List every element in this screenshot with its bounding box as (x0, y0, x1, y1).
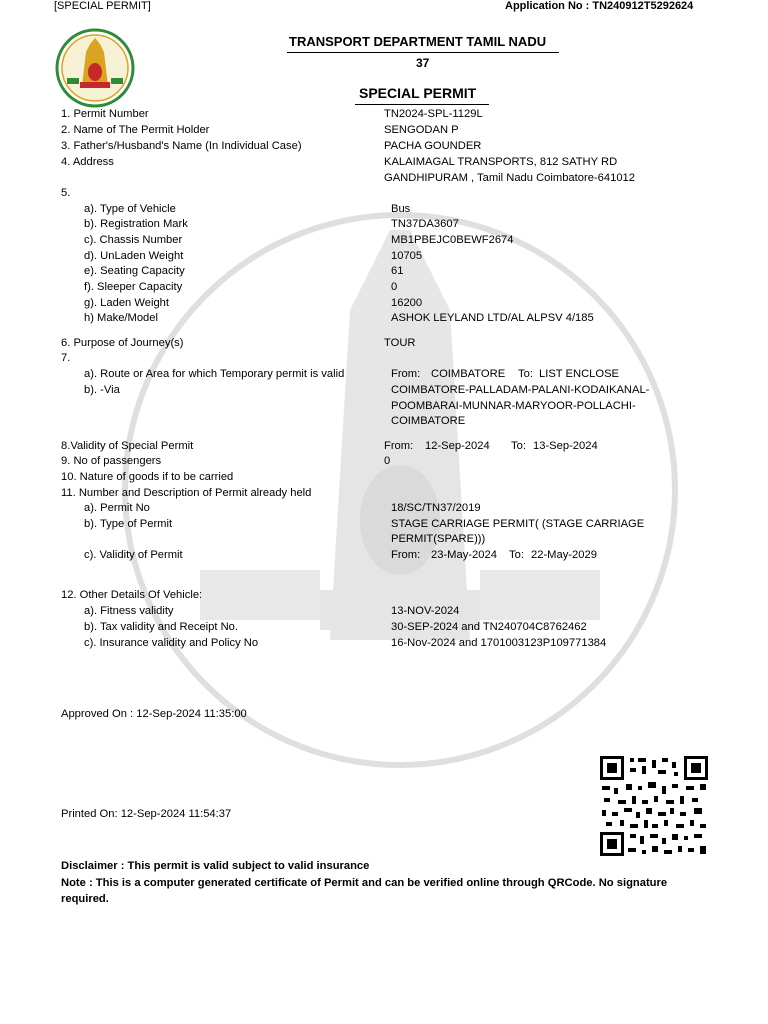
seating-capacity-label: e). Seating Capacity (84, 265, 185, 277)
permit-holder-label: 2. Name of The Permit Holder (61, 124, 210, 136)
vehicle-type-label: a). Type of Vehicle (84, 203, 176, 215)
permit-serial-number: 37 (416, 56, 430, 70)
via-line-1: COIMBATORE-PALLADAM-PALANI-KODAIKANAL- (391, 384, 650, 396)
validity-to-value: 13-Sep-2024 (533, 440, 598, 452)
held-permit-validity-label: c). Validity of Permit (84, 549, 183, 561)
address-line-1: KALAIMAGAL TRANSPORTS, 812 SATHY RD (384, 156, 618, 168)
unladen-weight-value: 10705 (391, 250, 423, 262)
address-label: 4. Address (61, 156, 114, 168)
permit-holder-value: SENGODAN P (384, 124, 459, 136)
held-permit-type-label: b). Type of Permit (84, 518, 173, 530)
registration-mark-value: TN37DA3607 (391, 218, 459, 230)
via-label: b). -Via (84, 384, 120, 396)
application-number: Application No : TN240912T5292624 (505, 0, 694, 12)
sleeper-capacity-value: 0 (391, 281, 398, 293)
seating-capacity-value: 61 (391, 265, 404, 277)
disclaimer-text: Disclaimer : This permit is valid subject to valid insurance (61, 860, 370, 872)
route-from-label: From: (391, 368, 421, 380)
fitness-validity-value: 13-NOV-2024 (391, 605, 460, 617)
route-to-value: LIST ENCLOSE (539, 368, 620, 380)
unladen-weight-label: d). UnLaden Weight (84, 250, 184, 262)
held-validity-to-label: To: (509, 549, 524, 561)
special-permit-validity-label: 8.Validity of Special Permit (61, 440, 194, 452)
via-line-2: POOMBARAI-MUNNAR-MARYOOR-POLLACHI- (391, 400, 636, 412)
father-name-value: PACHA GOUNDER (384, 140, 482, 152)
held-validity-from-value: 23-May-2024 (431, 549, 497, 561)
permit-title-underline (355, 104, 489, 105)
laden-weight-value: 16200 (391, 297, 423, 309)
insurance-validity-label: c). Insurance validity and Policy No (84, 637, 259, 649)
qr-code-icon[interactable] (600, 756, 708, 856)
address-line-2: GANDHIPURAM , Tamil Nadu Coimbatore-641012 (384, 172, 635, 184)
passengers-label: 9. No of passengers (61, 455, 162, 467)
via-line-3: COIMBATORE (391, 415, 466, 427)
route-to-label: To: (518, 368, 533, 380)
tax-validity-value: 30-SEP-2024 and TN240704C8762462 (391, 621, 587, 633)
tamil-nadu-emblem-icon (52, 28, 138, 108)
validity-from-value: 12-Sep-2024 (425, 440, 490, 452)
passengers-value: 0 (384, 455, 391, 467)
document-type-label: [SPECIAL PERMIT] (54, 0, 151, 12)
make-model-value: ASHOK LEYLAND LTD/AL ALPSV 4/185 (391, 312, 594, 324)
title-underline (287, 52, 559, 53)
held-permit-no-value: 18/SC/TN37/2019 (391, 502, 481, 514)
held-permit-no-label: a). Permit No (84, 502, 150, 514)
other-details-label: 12. Other Details Of Vehicle: (61, 589, 203, 601)
held-permit-type-line-1: STAGE CARRIAGE PERMIT( (STAGE CARRIAGE (391, 518, 645, 530)
registration-mark-label: b). Registration Mark (84, 218, 188, 230)
held-permit-type-line-2: PERMIT(SPARE))) (391, 533, 486, 545)
journey-purpose-label: 6. Purpose of Journey(s) (61, 337, 184, 349)
approved-on: Approved On : 12-Sep-2024 11:35:00 (61, 708, 247, 720)
validity-from-label: From: (384, 440, 414, 452)
laden-weight-label: g). Laden Weight (84, 297, 169, 309)
page-title: SPECIAL PERMIT (359, 85, 477, 101)
chassis-number-value: MB1PBEJC0BEWF2674 (391, 234, 514, 246)
printed-on: Printed On: 12-Sep-2024 11:54:37 (61, 808, 232, 820)
insurance-validity-value: 16-Nov-2024 and 1701003123P109771384 (391, 637, 607, 649)
goods-nature-label: 10. Nature of goods if to be carried (61, 471, 234, 483)
permit-held-label: 11. Number and Description of Permit already held (61, 487, 312, 499)
section-5-label: 5. (61, 187, 71, 199)
held-validity-to-value: 22-May-2029 (531, 549, 597, 561)
note-text: Note : This is a computer generated certificate of Permit and can be verified online through QRCode. No signature required. (61, 877, 668, 905)
permit-number-label: 1. Permit Number (61, 108, 149, 120)
section-7-label: 7. (61, 352, 71, 364)
father-name-label: 3. Father's/Husband's Name (In Individual Case) (61, 140, 302, 152)
fitness-validity-label: a). Fitness validity (84, 605, 174, 617)
chassis-number-label: c). Chassis Number (84, 234, 183, 246)
vehicle-type-value: Bus (391, 203, 411, 215)
held-validity-from-label: From: (391, 549, 421, 561)
validity-to-label: To: (511, 440, 526, 452)
route-from-value: COIMBATORE (431, 368, 506, 380)
permit-number-value: TN2024-SPL-1129L (384, 108, 483, 120)
make-model-label: h) Make/Model (84, 312, 158, 324)
department-title: TRANSPORT DEPARTMENT TAMIL NADU (289, 34, 547, 49)
journey-purpose-value: TOUR (384, 337, 416, 349)
sleeper-capacity-label: f). Sleeper Capacity (84, 281, 183, 293)
tax-validity-label: b). Tax validity and Receipt No. (84, 621, 239, 633)
route-area-label: a). Route or Area for which Temporary permit is valid (84, 368, 345, 380)
